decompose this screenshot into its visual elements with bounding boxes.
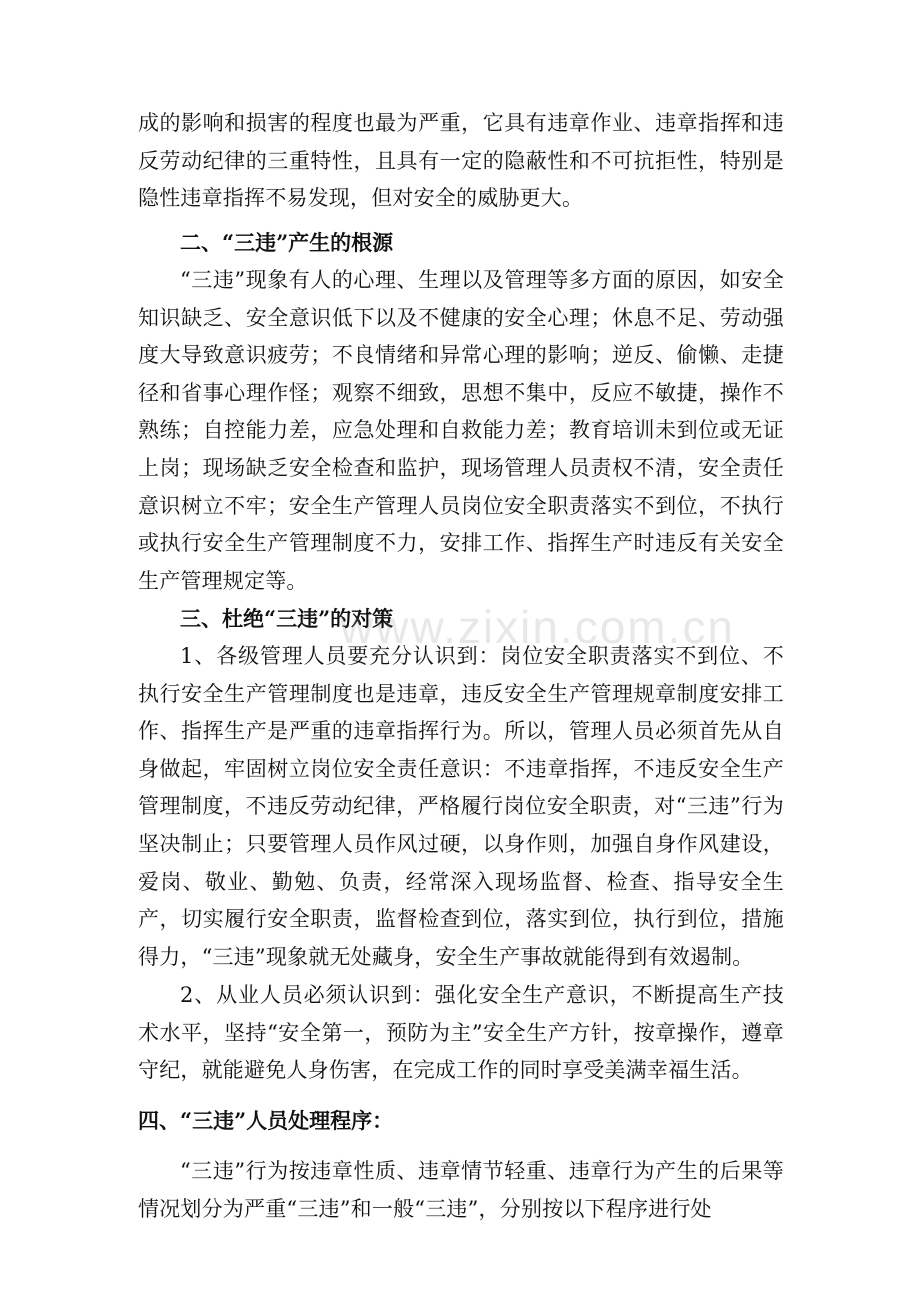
section-heading-4: 四、“三违”人员处理程序： — [138, 1108, 394, 1133]
section-heading-3: 三、杜绝“三违”的对策 — [180, 606, 394, 631]
paragraph-procedure: “三违”行为按违章性质、违章情节轻重、违章行为产生的后果等情况划分为严重“三违”和一般“三违”，分别按以下程序进行处 — [138, 1159, 784, 1221]
paragraph-continuation: 成的影响和损害的程度也最为严重，它具有违章作业、违章指挥和违反劳动纪律的三重特性，且具有一定的隐蔽性和不可抗拒性，特别是隐性违章指挥不易发现，但对安全的威胁更大。 — [138, 111, 784, 211]
watermark: www.zixin.com.cn — [340, 601, 735, 653]
paragraph-countermeasure-1: 1、各级管理人员要充分认识到：岗位安全职责落实不到位、不执行安全生产管理制度也是违章，违反安全生产管理规章制度安排工作、指挥生产是严重的违章指挥行为。所以，管理人员必须首先从自身做起，牢固树立岗位安全责任意识：不违章指挥，不违反安全生产管理制度，不违反劳动纪律，严格履行岗位安全职责，对“三违”行为坚决制止；只要管理人员作风过硬，以身作则，加强自身作风建设，爱岗、敬业、勤勉、负责，经常深入现场监督、检查、指导安全生产，切实履行安全职责，监督检查到位，落实到位，执行到位，措施得力，“三违”现象就无处藏身，安全生产事故就能得到有效遏制。 — [138, 644, 784, 969]
paragraph-root-causes: “三违”现象有人的心理、生理以及管理等多方面的原因，如安全知识缺乏、安全意识低下以及不健康的安全心理；休息不足、劳动强度大导致意识疲劳；不良情绪和异常心理的影响；逆反、偷懒、走捷径和省事心理作怪；观察不细致，思想不集中，反应不敏捷，操作不熟练；自控能力差，应急处理和自救能力差；教育培训未到位或无证上岗；现场缺乏安全检查和监护，现场管理人员责权不清，安全责任意识树立不牢；安全生产管理人员岗位安全职责落实不到位，不执行或执行安全生产管理制度不力，安排工作、指挥生产时违反有关安全生产管理规定等。 — [138, 268, 784, 593]
paragraph-countermeasure-2: 2、从业人员必须认识到：强化安全生产意识，不断提高生产技术水平，坚持“安全第一，预防为主”安全生产方针，按章操作，遵章守纪，就能避免人身伤害，在完成工作的同时享受美满幸福生活。 — [138, 983, 784, 1083]
section-heading-2: 二、“三违”产生的根源 — [180, 230, 394, 255]
